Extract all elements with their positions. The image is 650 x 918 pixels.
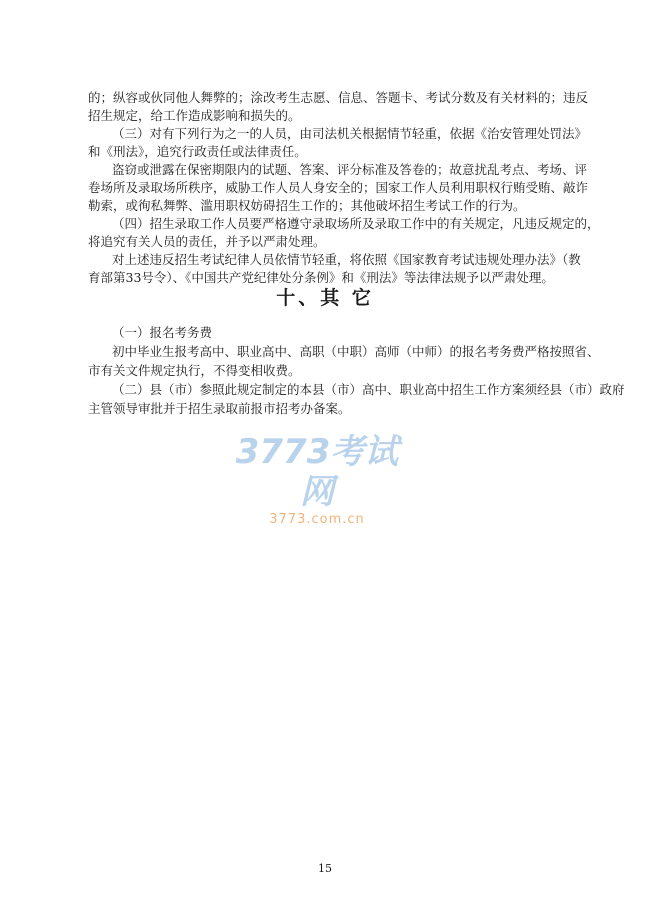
- section-paragraph-line: 初中毕业生报考高中、职业高中、高职（中职）高师（中师）的报名考务费严格按照省、: [112, 344, 600, 359]
- paragraph-line: 招生规定，给工作造成影响和损失的。: [88, 108, 301, 123]
- paragraph-line: 勒索，或徇私舞弊、滥用职权妨碍招生工作的；其他破坏招生考试工作的行为。: [88, 198, 526, 213]
- paragraph-line: 将追究有关人员的责任，并予以严肃处理。: [88, 234, 326, 249]
- paragraph-line: 对上述违反招生考试纪律人员依情节轻重，将依照《国家教育考试违规处理办法》（教: [112, 252, 581, 267]
- paragraph-line: 盗窃或泄露在保密期限内的试题、答案、评分标准及答卷的；故意扰乱考点、考场、评: [112, 162, 588, 177]
- watermark-url-text: 3773.com.cn: [269, 512, 365, 527]
- watermark-main-text: 3773考试网: [235, 432, 399, 512]
- paragraph-line: （三）对有下列行为之一的人员，由司法机关根据情节轻重，依据《治安管理处罚法》: [112, 126, 588, 141]
- page-number: 15: [318, 862, 332, 875]
- paragraph-line: （四）招生录取工作人员要严格遵守录取场所及录取工作中的有关规定，凡违反规定的，: [112, 216, 600, 231]
- section-paragraph-line: （二）县（市）参照此规定制定的本县（市）高中、职业高中招生工作方案须经县（市）政府: [112, 382, 625, 397]
- paragraph-line: 育部第33号令）、《中国共产党纪律处分条例》和《刑法》等法律法规予以严肃处理。: [88, 270, 554, 285]
- section-heading: 十、其 它: [276, 287, 374, 309]
- section-paragraph-line: 市有关文件规定执行，不得变相收费。: [88, 363, 301, 378]
- section-paragraph-line: 主管领导审批并于招生录取前报市招考办备案。: [88, 401, 351, 416]
- paragraph-line: 的；纵容或伙同他人舞弊的；涂改考生志愿、信息、答题卡、考试分数及有关材料的；违反: [88, 90, 589, 105]
- watermark-logo: [222, 432, 412, 528]
- section-paragraph-line: （一）报名考务费: [112, 325, 213, 340]
- paragraph-line: 和《刑法》，追究行政责任或法律责任。: [88, 144, 307, 159]
- paragraph-line: 卷场所及录取场所秩序，威胁工作人员人身安全的；国家工作人员利用职权行贿受贿、敲诈: [88, 180, 589, 195]
